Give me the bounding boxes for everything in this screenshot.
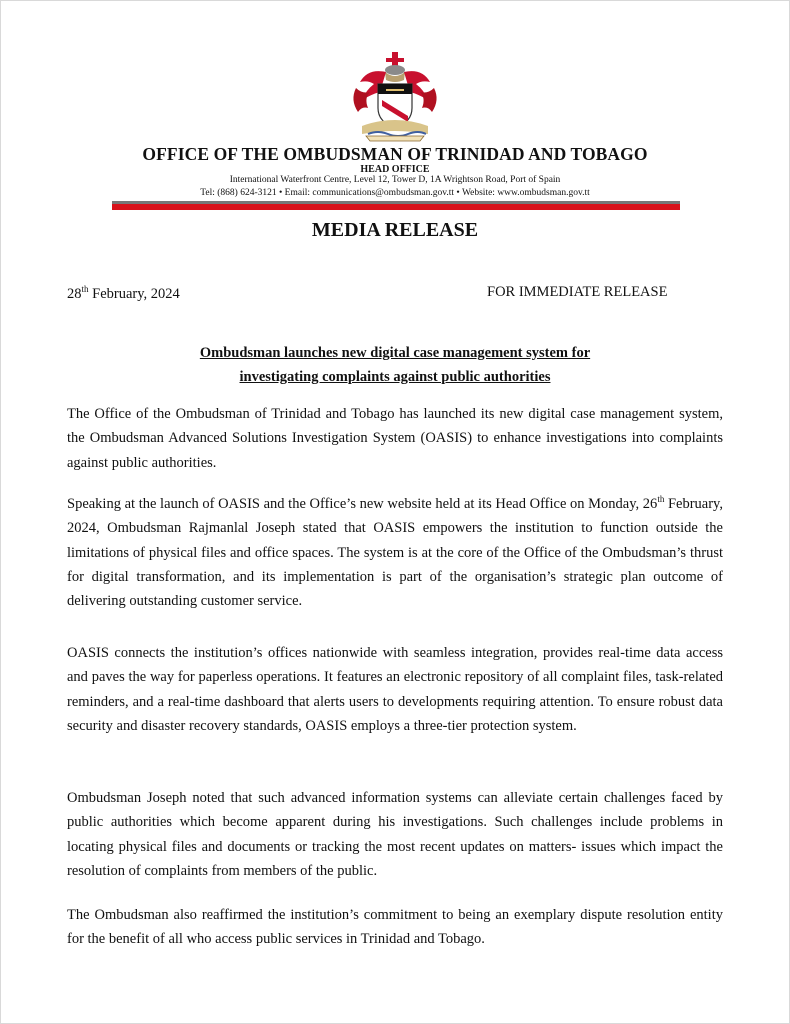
headline-line-1: Ombudsman launches new digital case management system for (199, 345, 591, 361)
paragraph-2-part-2: February, 2024, Ombudsman Rajmanlal Joseph stated that OASIS empowers the institution to function outside the limitations of physical files and office spaces. The system is at the core of the Office of the Ombudsman’s thrust for digital transformation, and its implementation is part of the organisation’s strategic plan outcome of delivering outstanding customer service. (67, 496, 723, 610)
paragraph-2-suffix: th (657, 494, 665, 505)
release-date (67, 284, 180, 303)
contact-line: Tel: (868) 624-3121 • Email: communications@ombudsman.gov.tt • Website: www.ombudsman.gov.tt (200, 188, 590, 198)
document-type-title: MEDIA RELEASE (311, 219, 479, 241)
date-suffix: th (81, 284, 89, 294)
organization-title: OFFICE OF THE OMBUDSMAN OF TRINIDAD AND TOBAGO (142, 144, 648, 164)
release-note: FOR IMMEDIATE RELEASE (487, 284, 668, 300)
office-label: HEAD OFFICE (360, 164, 430, 175)
paragraph-3: OASIS connects the institution’s offices nationwide with seamless integration, provides real-time data access and paves the way for paperless operations. It features an electronic repository of all complaint files, task-related reminders, and a real-time dashboard that alerts users to developments requiring attention. To ensure robust data security and disaster recovery standards, OASIS employs a three-tier protection system. (67, 645, 723, 734)
date-day: 28 (67, 285, 82, 302)
paragraph-4: Ombudsman Joseph noted that such advanced information systems can alleviate certain challenges faced by public authorities which become apparent during his investigations. Such challenges include problems in locating physical files and documents or tracking the most recent updates on matters- issues which impact the resolution of complaints from members of the public. (67, 790, 723, 879)
header-rule-red (112, 204, 680, 210)
coat-of-arms-icon (348, 50, 442, 142)
paragraph-1: The Office of the Ombudsman of Trinidad and Tobago has launched its new digital case management system, the Ombudsman Advanced Solutions Investigation System (OASIS) to enhance investigations into complaints against public authorities. (67, 406, 723, 471)
paragraph-2 (67, 492, 723, 613)
paragraph-2-part-1: Speaking at the launch of OASIS and the Office’s new website held at its Head Office on Monday, 26 (67, 496, 658, 512)
paragraph-5: The Ombudsman also reaffirmed the institution’s commitment to being an exemplary dispute resolution entity for the benefit of all who access public services in Trinidad and Tobago. (67, 907, 723, 948)
office-address: International Waterfront Centre, Level 12, Tower D, 1A Wrightson Road, Port of Spain (229, 175, 561, 185)
date-rest: February, 2024 (88, 285, 180, 302)
headline-line-2: investigating complaints against public authorities (239, 369, 551, 385)
